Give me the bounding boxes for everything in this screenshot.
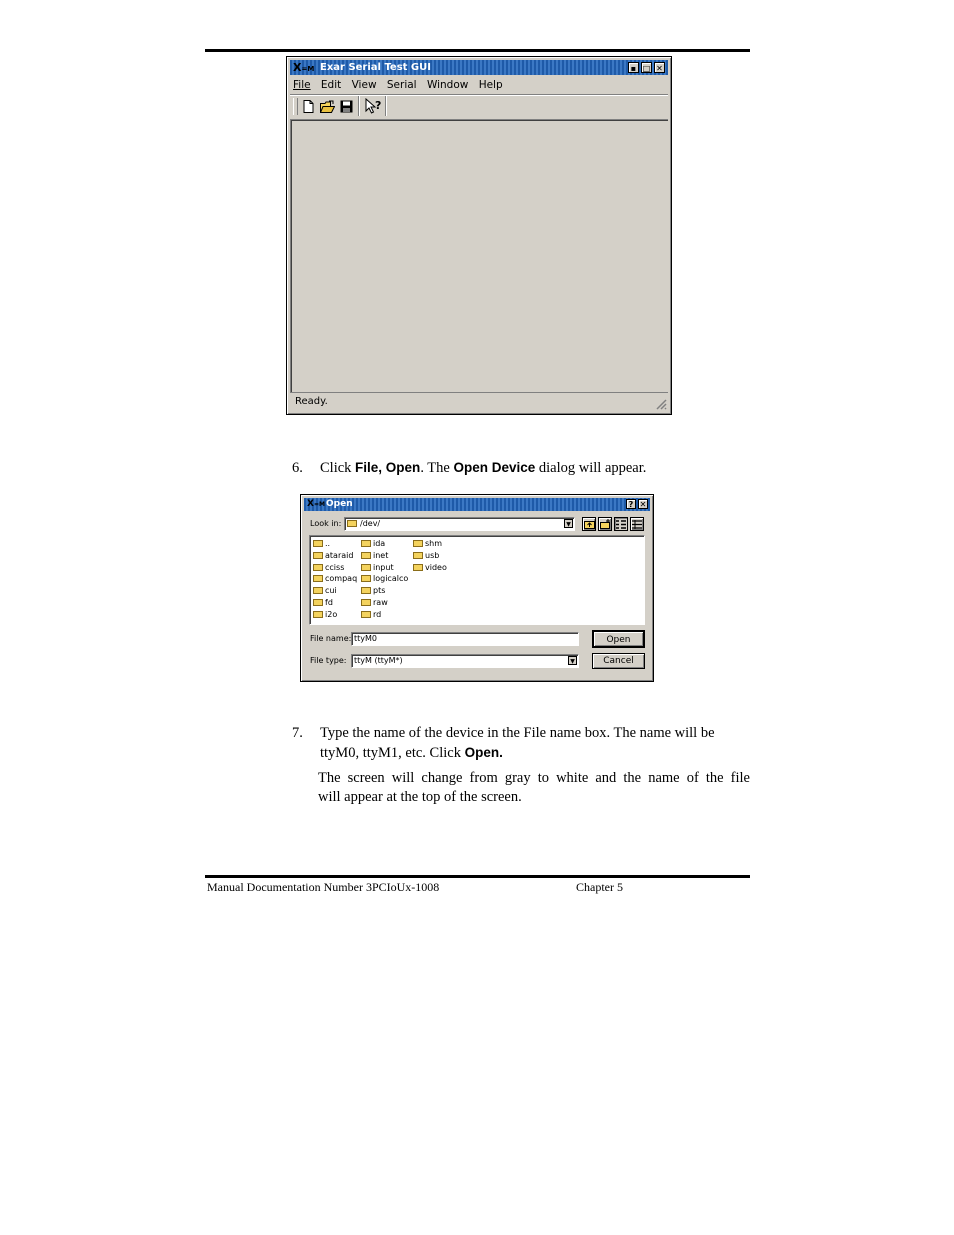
list-item[interactable] <box>313 609 357 621</box>
step-6-bold-open-device: Open Device <box>453 460 536 475</box>
list-view-button[interactable] <box>630 517 644 531</box>
file-name: raw <box>373 597 388 607</box>
details-view-icon <box>632 520 642 529</box>
open-button[interactable] <box>592 630 645 648</box>
folder-icon <box>313 575 323 582</box>
menu-window[interactable]: Window <box>426 79 469 91</box>
step-6-paragraph <box>292 458 752 478</box>
resize-grip-icon[interactable] <box>655 398 667 410</box>
open-folder-icon[interactable] <box>320 100 335 113</box>
file-name: compaq <box>325 574 358 584</box>
new-folder-button[interactable] <box>598 517 612 531</box>
step-7-result-line-2: will appear at the top of the screen. <box>318 789 522 805</box>
detail-view-button[interactable] <box>614 517 628 531</box>
toolbar-grip[interactable] <box>293 98 298 115</box>
list-item[interactable] <box>313 550 357 562</box>
step-7-result-paragraph <box>318 769 750 807</box>
step-6-suffix: dialog will appear. <box>535 460 647 476</box>
new-file-icon[interactable] <box>303 100 314 113</box>
folder-icon <box>361 587 371 594</box>
folder-icon <box>313 540 323 547</box>
top-rule <box>205 49 750 52</box>
file-name: rd <box>373 609 382 619</box>
step-7-paragraph <box>292 724 752 763</box>
file-name: input <box>373 562 394 572</box>
main-window-title: Exar Serial Test GUI <box>320 62 431 73</box>
chevron-down-icon[interactable]: ▼ <box>564 519 573 528</box>
list-item[interactable] <box>361 573 408 585</box>
step-7-number: 7. <box>292 725 303 741</box>
close-icon[interactable]: ✕ <box>639 500 647 509</box>
list-item[interactable] <box>413 538 447 550</box>
file-name-label: File name: <box>310 634 352 643</box>
step-7-line-2-text: ttyM0, ttyM1, etc. Click <box>320 745 465 761</box>
list-item[interactable] <box>361 585 408 597</box>
folder-icon <box>313 611 323 618</box>
file-name-value: ttyM0 <box>354 634 377 643</box>
cancel-button-label: Cancel <box>603 656 634 666</box>
menu-edit[interactable]: Edit <box>320 79 342 91</box>
step-7-line-2 <box>292 743 752 763</box>
step-6-middle: . The <box>420 460 454 476</box>
file-name: ataraid <box>325 550 354 560</box>
folder-icon <box>361 540 371 547</box>
folder-icon <box>413 564 423 571</box>
chevron-down-icon[interactable]: ▼ <box>568 656 577 665</box>
file-name-input[interactable] <box>351 632 579 646</box>
folder-icon <box>413 552 423 559</box>
step-7-line-1 <box>292 724 752 743</box>
menu-help[interactable]: Help <box>478 79 503 91</box>
folder-icon <box>313 599 323 606</box>
open-dialog-titlebar[interactable] <box>304 498 650 511</box>
look-in-label: Look in: <box>310 519 342 528</box>
list-item[interactable] <box>313 573 357 585</box>
file-name: cciss <box>325 562 345 572</box>
menu-bar <box>293 77 503 93</box>
list-item[interactable] <box>413 550 447 562</box>
open-dialog-title: Open <box>326 499 353 509</box>
file-name: ida <box>373 539 386 548</box>
help-pointer-icon[interactable] <box>365 98 383 115</box>
file-name: usb <box>425 550 440 560</box>
menu-serial[interactable]: Serial <box>386 79 417 91</box>
folder-icon <box>313 587 323 594</box>
file-name: inet <box>373 550 389 560</box>
folder-icon <box>361 611 371 618</box>
folder-icon <box>361 564 371 571</box>
maximize-icon[interactable]: □ <box>642 64 651 73</box>
x-logo-icon: X=M <box>293 61 315 74</box>
list-item[interactable] <box>361 562 408 574</box>
step-6-bold-file-open: File, Open <box>355 460 421 475</box>
step-7-bold-open: Open. <box>464 745 503 760</box>
toolbar-separator-2 <box>385 96 386 116</box>
file-type-value: ttyM (ttyM*) <box>354 656 403 665</box>
footer-doc-number: Manual Documentation Number 3PCIoUx-1008 <box>207 880 440 894</box>
menu-view[interactable]: View <box>351 79 377 91</box>
up-one-level-button[interactable] <box>582 517 596 531</box>
context-help-icon[interactable]: ? <box>626 499 636 509</box>
list-item[interactable] <box>313 585 357 597</box>
step-6-number: 6. <box>292 460 303 476</box>
step-7-line-1-text: Type the name of the device in the File name box. The name will be <box>320 725 715 741</box>
minimize-icon[interactable]: ▪ <box>628 62 639 73</box>
svg-text:?: ? <box>375 99 382 112</box>
toolbar <box>290 94 668 120</box>
file-name: shm <box>425 539 443 548</box>
menu-file[interactable]: File <box>293 79 311 91</box>
folder-icon <box>361 552 371 559</box>
look-in-dropdown[interactable] <box>344 517 575 531</box>
save-icon[interactable] <box>340 100 353 113</box>
new-folder-icon <box>600 519 611 529</box>
footer-chapter: Chapter 5 <box>576 880 623 894</box>
close-icon[interactable]: ✕ <box>654 62 665 73</box>
folder-icon <box>313 564 323 571</box>
list-item[interactable] <box>413 562 447 574</box>
footer-rule <box>205 875 750 878</box>
file-list[interactable] <box>309 535 645 625</box>
file-column-2 <box>361 538 408 621</box>
file-type-label: File type: <box>310 656 347 665</box>
list-item[interactable] <box>313 538 357 550</box>
file-name: .. <box>325 539 331 548</box>
mdi-client-area[interactable] <box>290 119 668 393</box>
list-view-icon <box>616 520 626 529</box>
file-name: cui <box>325 586 337 596</box>
file-column-3 <box>413 538 447 573</box>
status-text: Ready. <box>295 396 328 407</box>
main-titlebar[interactable] <box>290 60 668 75</box>
folder-icon <box>313 552 323 559</box>
file-name: video <box>425 562 447 572</box>
open-button-label: Open <box>606 635 631 645</box>
file-name: fd <box>325 597 333 607</box>
list-item[interactable] <box>313 562 357 574</box>
cancel-button[interactable] <box>592 653 645 669</box>
look-in-value: /dev/ <box>360 519 381 528</box>
step-7-result-line-1: The screen will change from gray to white and the name of the file <box>318 770 750 786</box>
list-item[interactable] <box>313 597 357 609</box>
toolbar-separator <box>358 96 359 116</box>
file-column-1 <box>313 538 357 621</box>
step-6-prefix: Click <box>320 460 356 476</box>
folder-icon <box>413 540 423 547</box>
exar-main-window <box>286 56 672 415</box>
x-logo-icon: X=M <box>307 499 325 509</box>
open-dialog <box>300 494 654 682</box>
list-item[interactable] <box>361 597 408 609</box>
list-item[interactable] <box>361 609 408 621</box>
folder-icon <box>361 575 371 582</box>
list-item[interactable] <box>361 550 408 562</box>
file-name: pts <box>373 586 386 596</box>
file-name: logicalco <box>373 574 409 584</box>
folder-icon <box>347 520 357 527</box>
list-item[interactable] <box>361 538 408 550</box>
folder-icon <box>361 599 371 606</box>
file-type-dropdown[interactable] <box>351 654 579 668</box>
up-folder-icon <box>584 519 595 529</box>
status-bar <box>290 392 668 411</box>
file-name: i2o <box>325 609 338 619</box>
